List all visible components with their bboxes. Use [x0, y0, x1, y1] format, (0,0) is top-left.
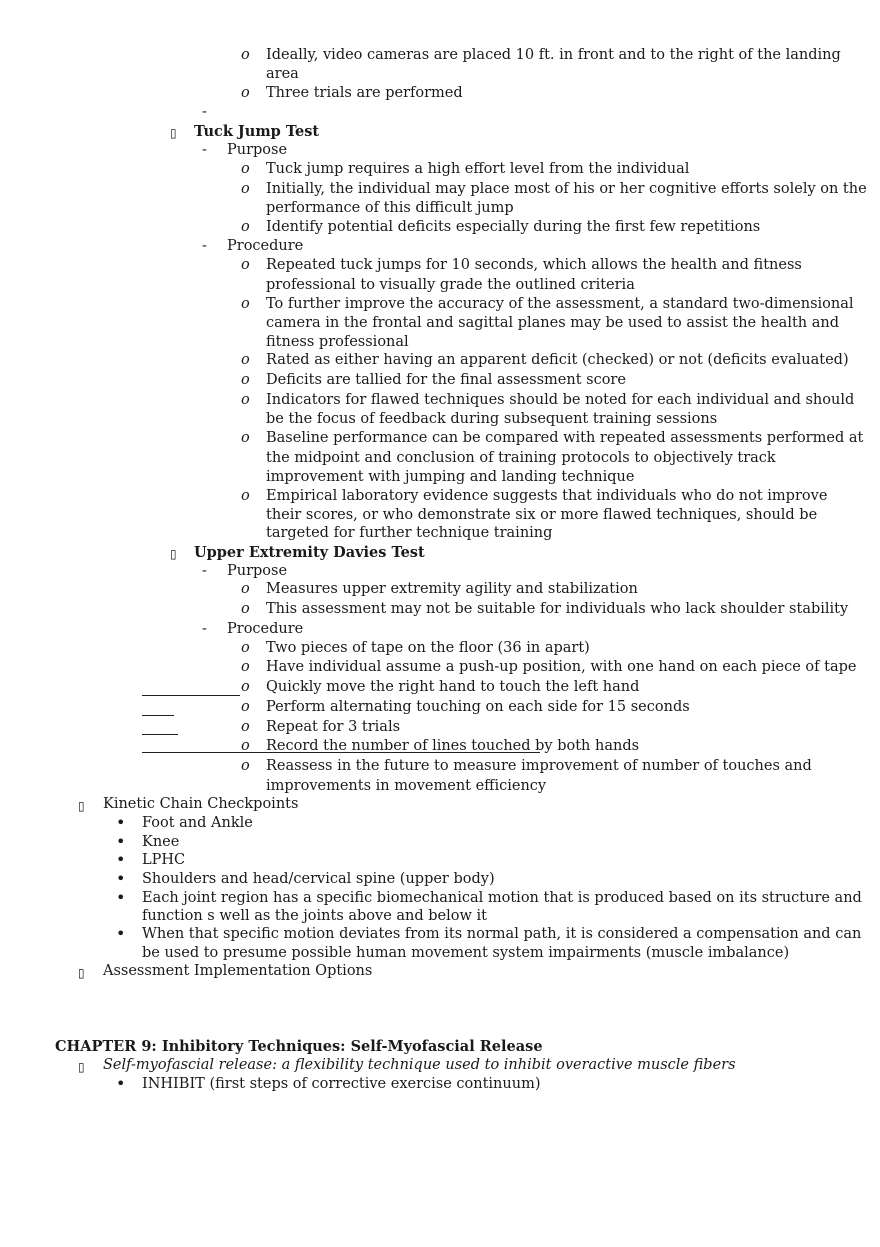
- circle-bullet-icon: o: [241, 392, 250, 408]
- circle-bullet-icon: o: [241, 47, 250, 63]
- kinetic-deviate-line-1: When that specific motion deviates from its normal path, it is considered a compensation and can: [142, 926, 862, 942]
- tuck-purpose-label: Purpose: [227, 142, 288, 158]
- tuck-purpose-item: Tuck jump requires a high effort level from the individual: [266, 161, 690, 177]
- kinetic-joint-line-2: function s well as the joints above and below it: [142, 908, 487, 924]
- tuck-procedure-item: Deficits are tallied for the final assessment score: [266, 372, 626, 388]
- davies-procedure-item: Perform alternating touching on each side for 15 seconds: [266, 699, 690, 715]
- circle-bullet-icon: o: [241, 352, 250, 368]
- circle-bullet-icon: o: [241, 161, 250, 177]
- circle-bullet-icon: o: [241, 488, 250, 504]
- tuck-purpose-item: Initially, the individual may place most of his or her cognitive efforts solely on the: [266, 181, 867, 197]
- dash-marker: -: [202, 142, 207, 158]
- davies-procedure-item: Record the number of lines touched by both hands: [266, 738, 640, 754]
- video-camera-line-1: Ideally, video cameras are placed 10 ft. in front and to the right of the landing: [266, 47, 841, 63]
- tuck-procedure-item-cont: targeted for further technique training: [266, 525, 553, 541]
- assessment-options-heading: Assessment Implementation Options: [103, 963, 373, 979]
- tuck-procedure-item-cont: their scores, or who demonstrate six or more flawed techniques, should be: [266, 507, 818, 523]
- davies-heading: Upper Extremity Davies Test: [194, 544, 425, 561]
- davies-procedure-item: Two pieces of tape on the floor (36 in apart): [266, 640, 590, 656]
- circle-bullet-icon: o: [241, 738, 250, 754]
- tuck-procedure-item: Baseline performance can be compared with repeated assessments performed at: [266, 430, 864, 446]
- tuck-procedure-item-cont: professional to visually grade the outlined criteria: [266, 277, 635, 293]
- davies-purpose-item: Measures upper extremity agility and stabilization: [266, 581, 638, 597]
- tuck-procedure-item: To further improve the accuracy of the assessment, a standard two-dimensional: [266, 296, 854, 312]
- tuck-procedure-item-cont: improvement with jumping and landing technique: [266, 469, 635, 485]
- dash-marker: -: [202, 238, 207, 254]
- circle-bullet-icon: o: [241, 219, 250, 235]
- tuck-procedure-item: Rated as either having an apparent deficit (checked) or not (deficits evaluated): [266, 352, 849, 368]
- kinetic-item: Foot and Ankle: [142, 815, 253, 831]
- bullet-icon: •: [116, 888, 126, 907]
- davies-procedure-item: Quickly move the right hand to touch the left hand: [266, 679, 640, 695]
- circle-bullet-icon: o: [241, 679, 250, 695]
- circle-bullet-icon: o: [241, 758, 250, 774]
- circle-bullet-icon: o: [241, 699, 250, 715]
- kinetic-chain-heading: Kinetic Chain Checkpoints: [103, 796, 299, 812]
- dash-marker: -: [202, 563, 207, 579]
- bullet-icon: •: [116, 813, 126, 832]
- bullet-icon: •: [116, 869, 126, 888]
- three-trials-text: Three trials are performed: [266, 85, 463, 101]
- davies-procedure-item: Repeat for 3 trials: [266, 719, 401, 735]
- tuck-procedure-item-cont: camera in the frontal and sagittal planes may be used to assist the health and: [266, 315, 839, 331]
- square-bullet-icon: ▯: [170, 547, 177, 561]
- davies-purpose-item: This assessment may not be suitable for individuals who lack shoulder stability: [266, 601, 849, 617]
- tuck-procedure-label: Procedure: [227, 238, 304, 254]
- dash-marker: -: [202, 621, 207, 637]
- tuck-procedure-item-cont: fitness professional: [266, 334, 409, 350]
- kinetic-item: LPHC: [142, 852, 186, 868]
- tuck-procedure-item-cont: the midpoint and conclusion of training protocols to objectively track: [266, 450, 776, 466]
- tuck-purpose-item-cont: performance of this difficult jump: [266, 200, 514, 216]
- kinetic-item: Shoulders and head/cervical spine (upper body): [142, 871, 495, 887]
- bullet-icon: •: [116, 850, 126, 869]
- dash-marker: -: [202, 104, 207, 120]
- circle-bullet-icon: o: [241, 296, 250, 312]
- bullet-icon: •: [116, 924, 126, 943]
- square-bullet-icon: ▯: [78, 1060, 85, 1074]
- tuck-procedure-item: Repeated tuck jumps for 10 seconds, which allows the health and fitness: [266, 257, 802, 273]
- kinetic-item: Knee: [142, 834, 180, 850]
- horizontal-rule: [142, 734, 178, 735]
- square-bullet-icon: ▯: [78, 966, 85, 980]
- davies-purpose-label: Purpose: [227, 563, 288, 579]
- square-bullet-icon: ▯: [170, 126, 177, 140]
- tuck-jump-heading: Tuck Jump Test: [194, 123, 320, 140]
- circle-bullet-icon: o: [241, 430, 250, 446]
- bullet-icon: •: [116, 1074, 126, 1093]
- circle-bullet-icon: o: [241, 581, 250, 597]
- tuck-procedure-item: Indicators for flawed techniques should be noted for each individual and should: [266, 392, 855, 408]
- tuck-procedure-item-cont: be the focus of feedback during subsequent training sessions: [266, 411, 718, 427]
- horizontal-rule: [142, 695, 240, 696]
- circle-bullet-icon: o: [241, 85, 250, 101]
- davies-procedure-item: Have individual assume a push-up position, with one hand on each piece of tape: [266, 659, 857, 675]
- kinetic-deviate-line-2: be used to presume possible human movement system impairments (muscle imbalance): [142, 945, 790, 961]
- smr-definition: Self-myofascial release: a flexibility technique used to inhibit overactive muscle fibers: [103, 1057, 736, 1073]
- davies-procedure-label: Procedure: [227, 621, 304, 637]
- circle-bullet-icon: o: [241, 659, 250, 675]
- circle-bullet-icon: o: [241, 372, 250, 388]
- video-camera-line-2: area: [266, 66, 299, 82]
- chapter-9-heading: CHAPTER 9: Inhibitory Techniques: Self-Myofascial Release: [55, 1038, 543, 1055]
- horizontal-rule: [142, 715, 174, 716]
- davies-reassess-line-2: improvements in movement efficiency: [266, 778, 547, 794]
- square-bullet-icon: ▯: [78, 799, 85, 813]
- circle-bullet-icon: o: [241, 257, 250, 273]
- circle-bullet-icon: o: [241, 640, 250, 656]
- tuck-purpose-item: Identify potential deficits especially during the first few repetitions: [266, 219, 761, 235]
- circle-bullet-icon: o: [241, 719, 250, 735]
- circle-bullet-icon: o: [241, 181, 250, 197]
- bullet-icon: •: [116, 832, 126, 851]
- tuck-procedure-item: Empirical laboratory evidence suggests that individuals who do not improve: [266, 488, 828, 504]
- circle-bullet-icon: o: [241, 601, 250, 617]
- kinetic-joint-line-1: Each joint region has a specific biomechanical motion that is produced based on its structure and: [142, 890, 862, 906]
- inhibit-item: INHIBIT (first steps of corrective exercise continuum): [142, 1076, 541, 1092]
- horizontal-rule: [142, 752, 540, 753]
- davies-reassess-line-1: Reassess in the future to measure improvement of number of touches and: [266, 758, 812, 774]
